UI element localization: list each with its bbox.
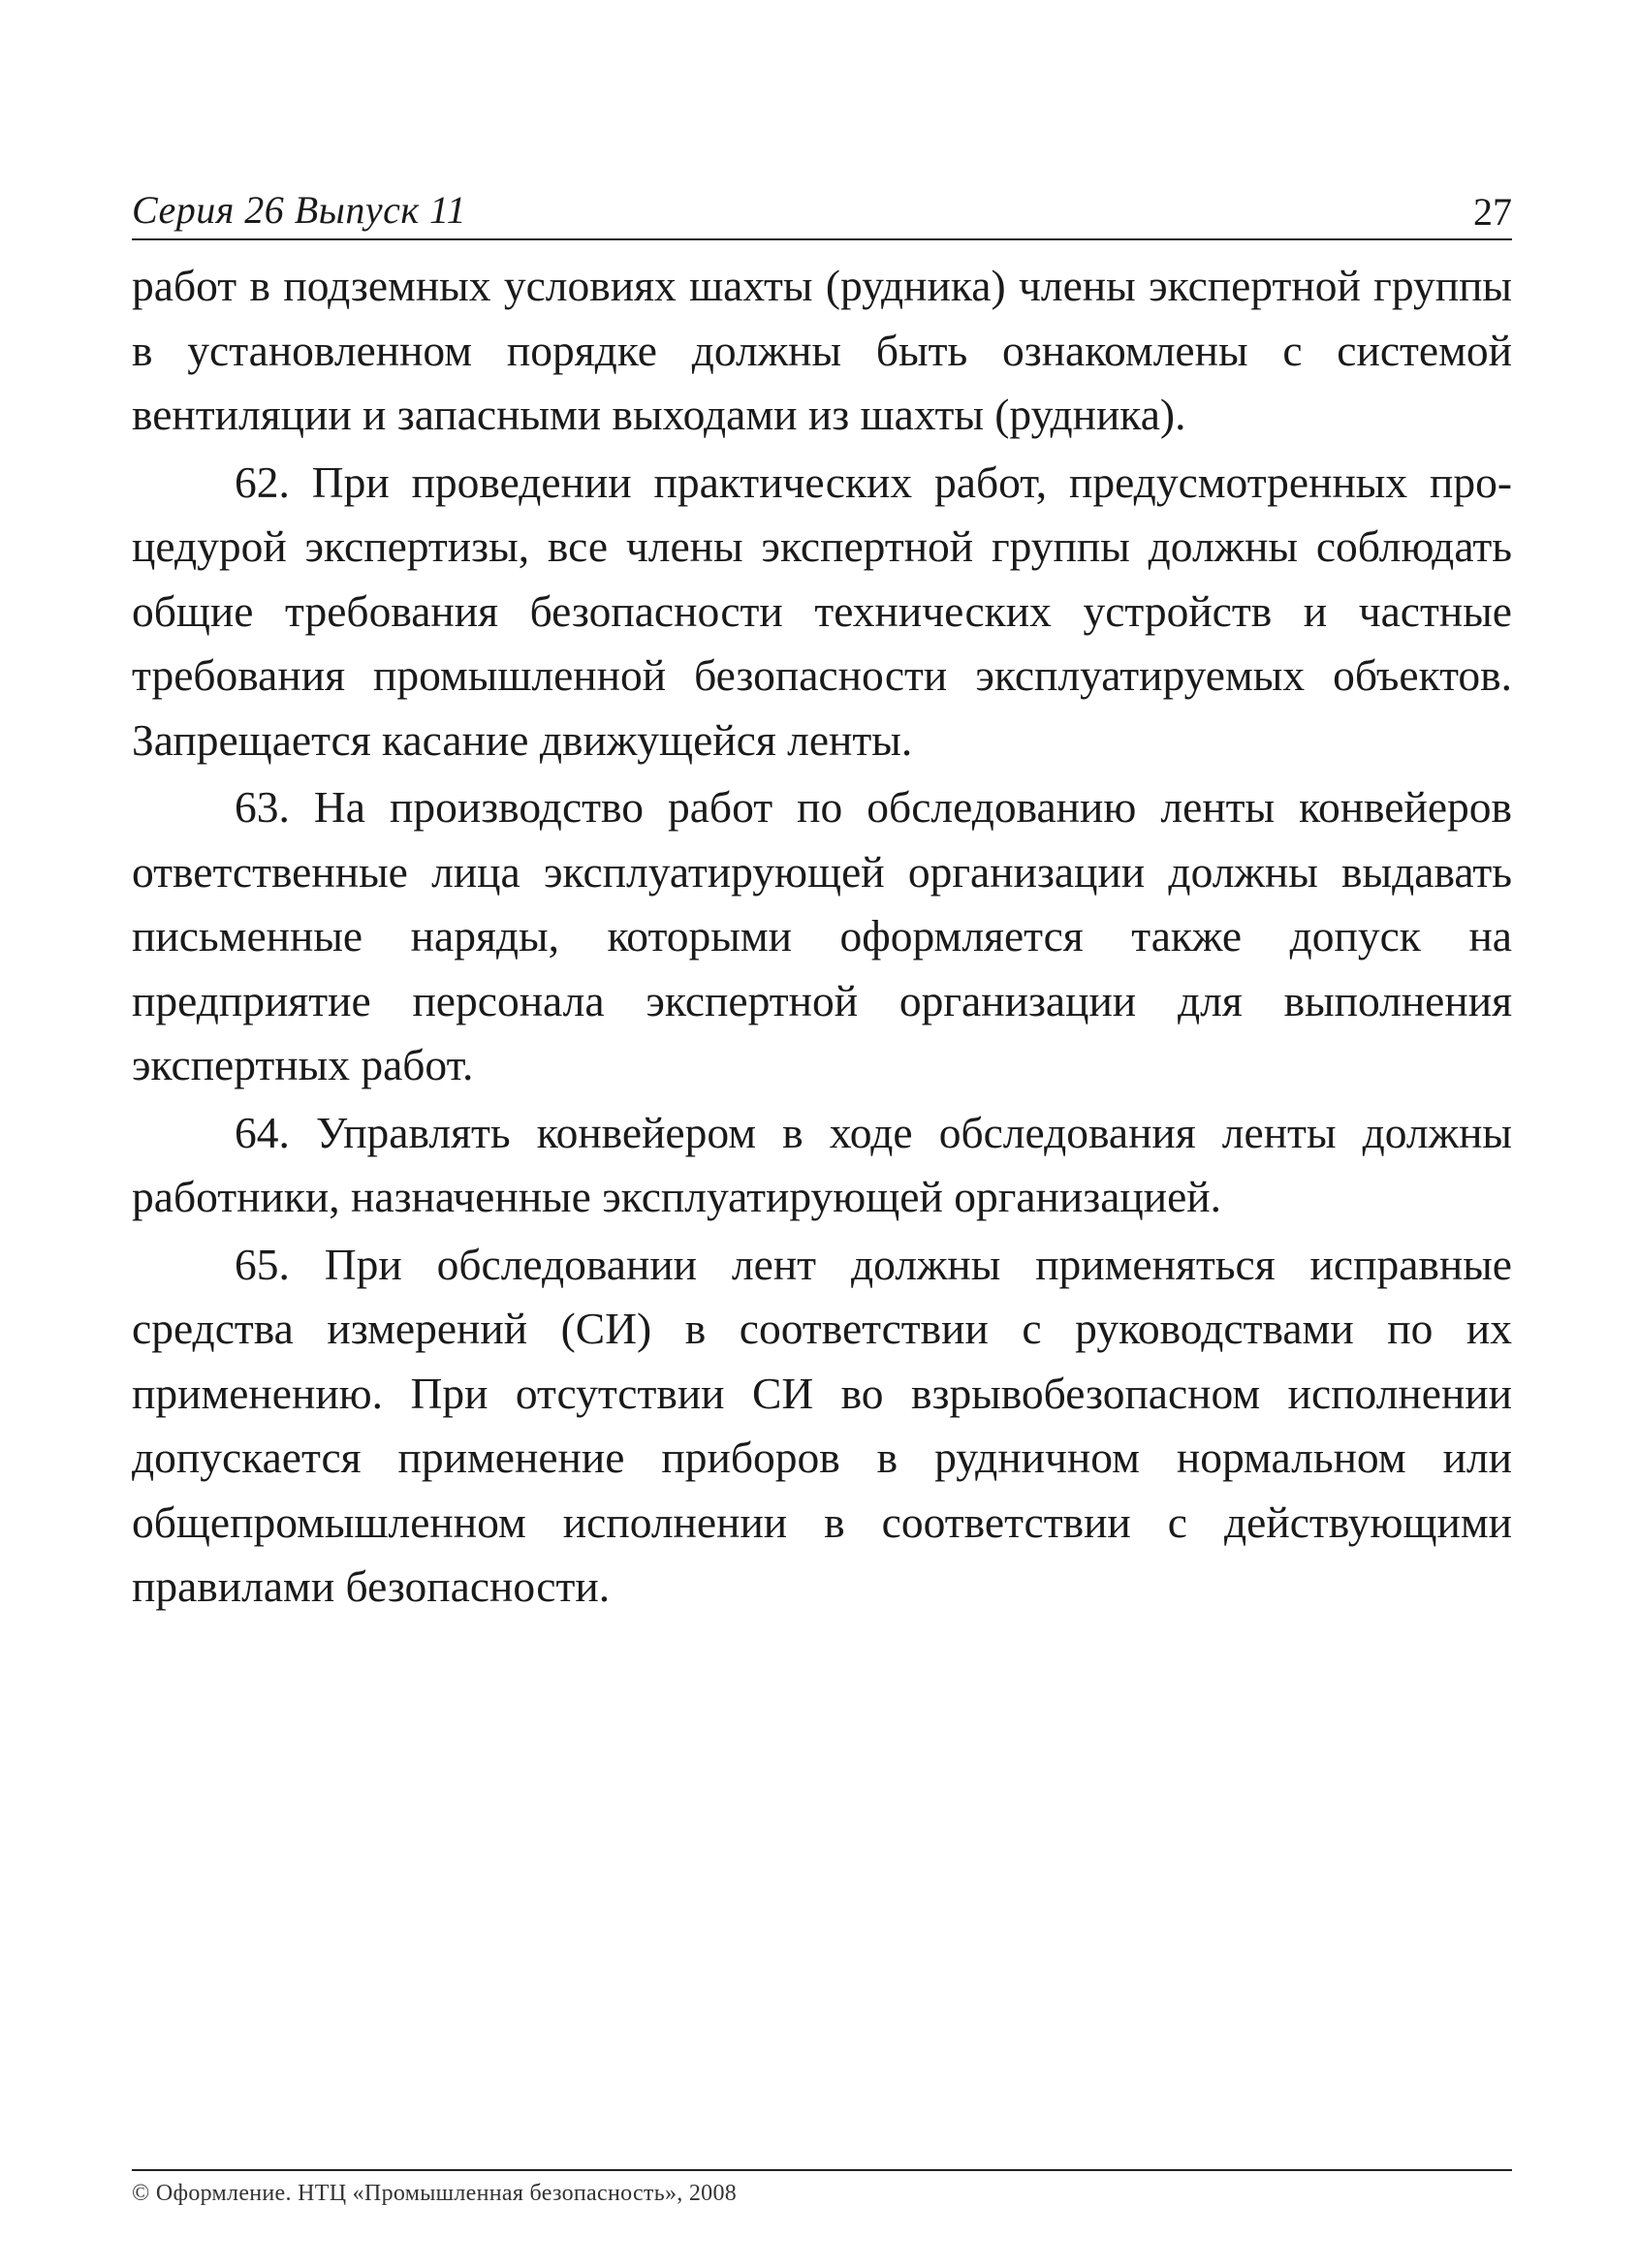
paragraph-63: 63. На производство работ по обследованию ленты конвейеров ответственные лица эксплуатирующей организации должны выдавать письменные наряды, которыми оформляется также допуск на предприятие персонала экспертной организации для выполнения экспертных работ.: [132, 782, 1512, 1089]
paragraph-64: 64. Управлять конвейером в ходе обследования ленты должны работники, назначенные эксплуатирующей организацией.: [132, 1107, 1512, 1221]
page-number: 27: [1473, 190, 1512, 234]
footer-copyright: © Оформление. НТЦ «Промышленная безопасность», 2008: [132, 2169, 1512, 2207]
paragraph-continuation: работ в подземных условиях шахты (рудника) члены экспертной группы в установленном порядке должны быть ознакомлены с системой вентиляции и запасными выходами из шахты (рудника).: [132, 261, 1512, 439]
document-body: [132, 254, 1512, 1622]
paragraph-65: 65. При обследовании лент должны применяться исправные средства измерений (СИ) в соответствии с руководствами по их применению. При отсутствии СИ во взрывобезопасном исполнении допускается применение приборов в рудничном нормальном или общепромышленном исполнении в соответствии с действующими правилами безопасности.: [132, 1239, 1512, 1611]
paragraph-62: 62. При проведении практических работ, предусмотренных процедурой экспертизы, все члены экспертной группы должны соблюдать общие требования безопасности технических устройств и частные требования промышленной безопасности эксплуатируемых объектов. Запрещается касание движущейся ленты.: [132, 457, 1512, 765]
running-header: [132, 184, 1512, 240]
series-title: Серия 26 Выпуск 11: [132, 188, 467, 232]
